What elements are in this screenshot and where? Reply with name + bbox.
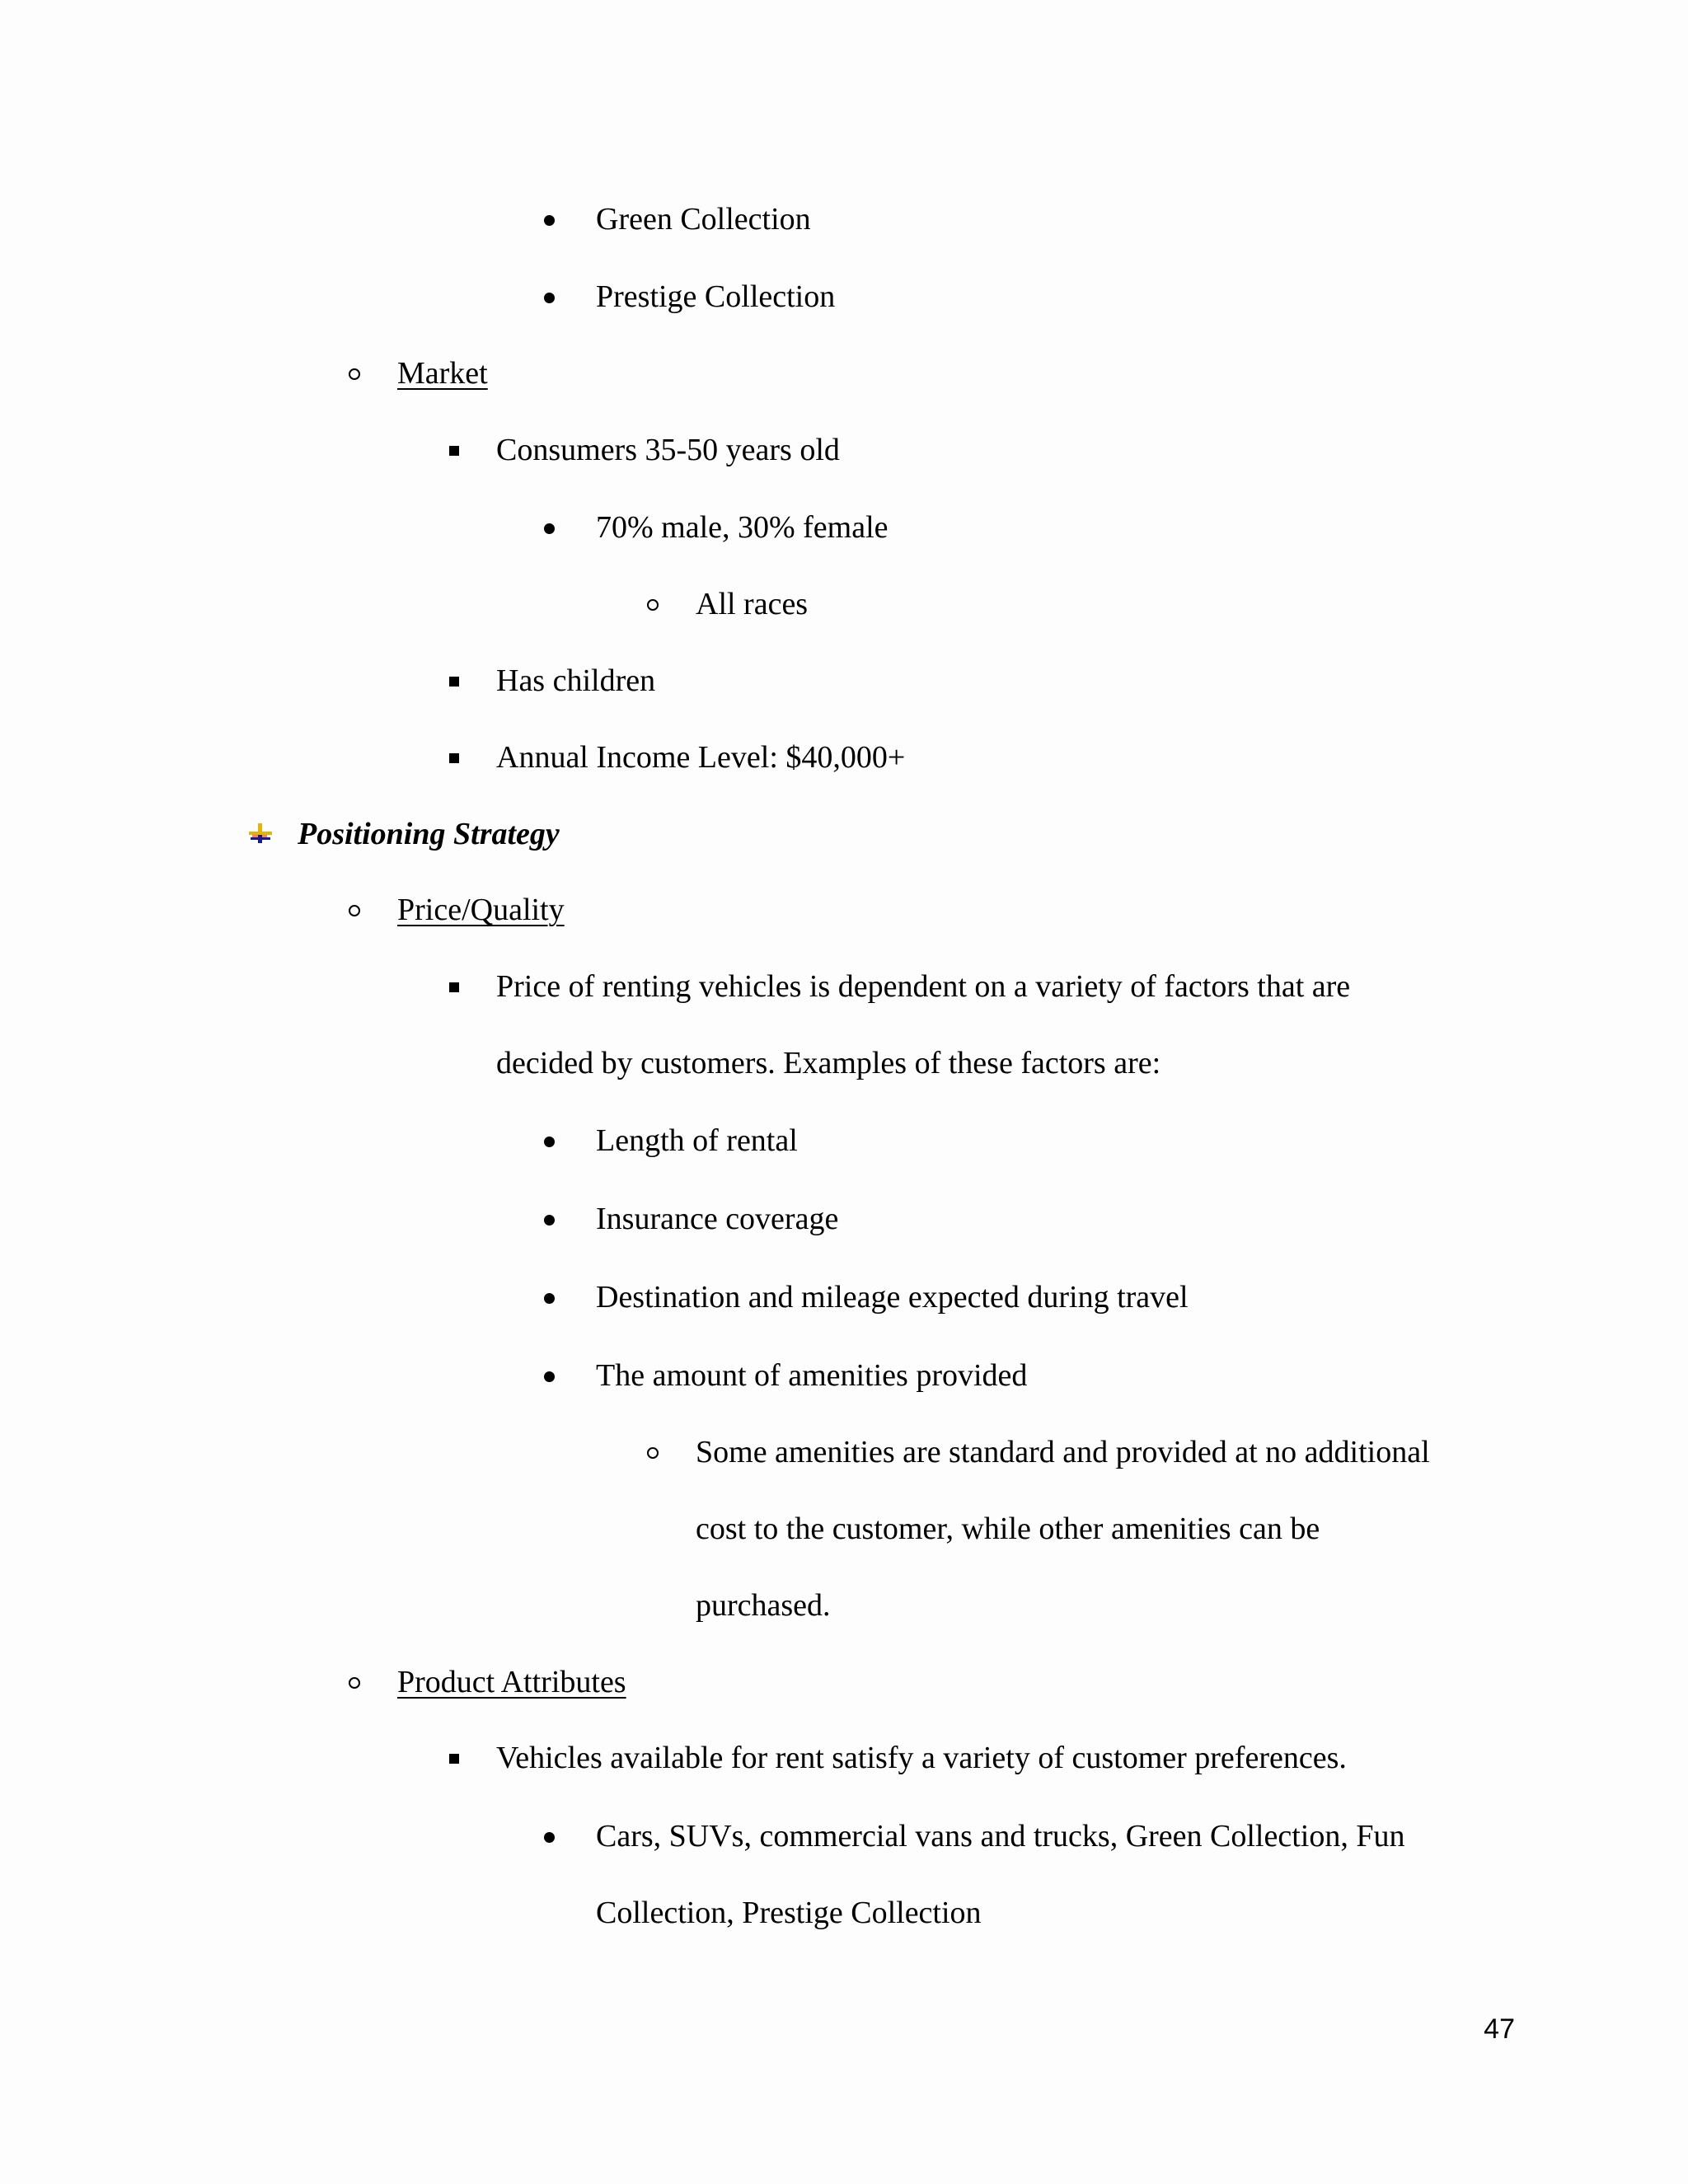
bullet-circle	[349, 885, 382, 935]
list-item-text: 70% male, 30% female	[596, 510, 889, 545]
list-item-text: Destination and mileage expected during travel	[596, 1280, 1189, 1315]
bullet-square	[449, 425, 482, 475]
list-item-text: All races	[696, 587, 809, 621]
list-item-text: Vehicles available for rent satisfy a variety of customer preferences.	[496, 1741, 1347, 1775]
bullet-dot	[544, 1272, 577, 1322]
bullet-dot	[544, 194, 577, 244]
bullet-circle	[647, 579, 680, 629]
list-item-text: Consumers 35-50 years old	[496, 433, 840, 467]
list-item-text: Price of renting vehicles is dependent on a variety of factors that are	[496, 969, 1351, 1004]
page-number: 47	[1484, 2013, 1515, 2045]
bullet-dot	[544, 503, 577, 552]
bullet-square	[449, 962, 482, 1011]
list-item-text: cost to the customer, while other amenities can be	[696, 1511, 1320, 1546]
section-heading-text: Product Attributes	[397, 1665, 626, 1699]
bullet-circle	[349, 349, 382, 398]
bullet-square	[449, 656, 482, 705]
bullet-square	[449, 733, 482, 782]
list-item-text: purchased.	[696, 1588, 831, 1623]
bullet-dot	[544, 1194, 577, 1244]
bullet-circle	[647, 1427, 680, 1477]
arrow-bullet-icon	[247, 809, 275, 859]
list-item-text: Prestige Collection	[596, 279, 836, 314]
bullet-dot	[544, 1116, 577, 1165]
bullet-circle	[349, 1657, 382, 1707]
bullet-dot	[544, 272, 577, 321]
list-item-text: decided by customers. Examples of these factors are:	[496, 1046, 1161, 1080]
list-item-text: Collection, Prestige Collection	[596, 1896, 982, 1930]
list-item-text: Insurance coverage	[596, 1202, 839, 1236]
list-item-text: Annual Income Level: $40,000+	[496, 740, 906, 775]
bullet-dot	[544, 1811, 577, 1861]
section-heading-text: Market	[397, 356, 488, 391]
list-item-text: Some amenities are standard and provided at no additional	[696, 1435, 1430, 1469]
bullet-square	[449, 1733, 482, 1783]
list-item-text: Length of rental	[596, 1123, 798, 1158]
section-heading-text: Price/Quality	[397, 893, 565, 927]
list-item-text: The amount of amenities provided	[596, 1358, 1028, 1393]
list-item-text: Green Collection	[596, 202, 811, 237]
list-item-text: Has children	[496, 663, 656, 698]
list-item-text: Cars, SUVs, commercial vans and trucks, Green Collection, Fun	[596, 1819, 1405, 1854]
section-title-text: Positioning Strategy	[298, 817, 560, 851]
bullet-dot	[544, 1351, 577, 1400]
